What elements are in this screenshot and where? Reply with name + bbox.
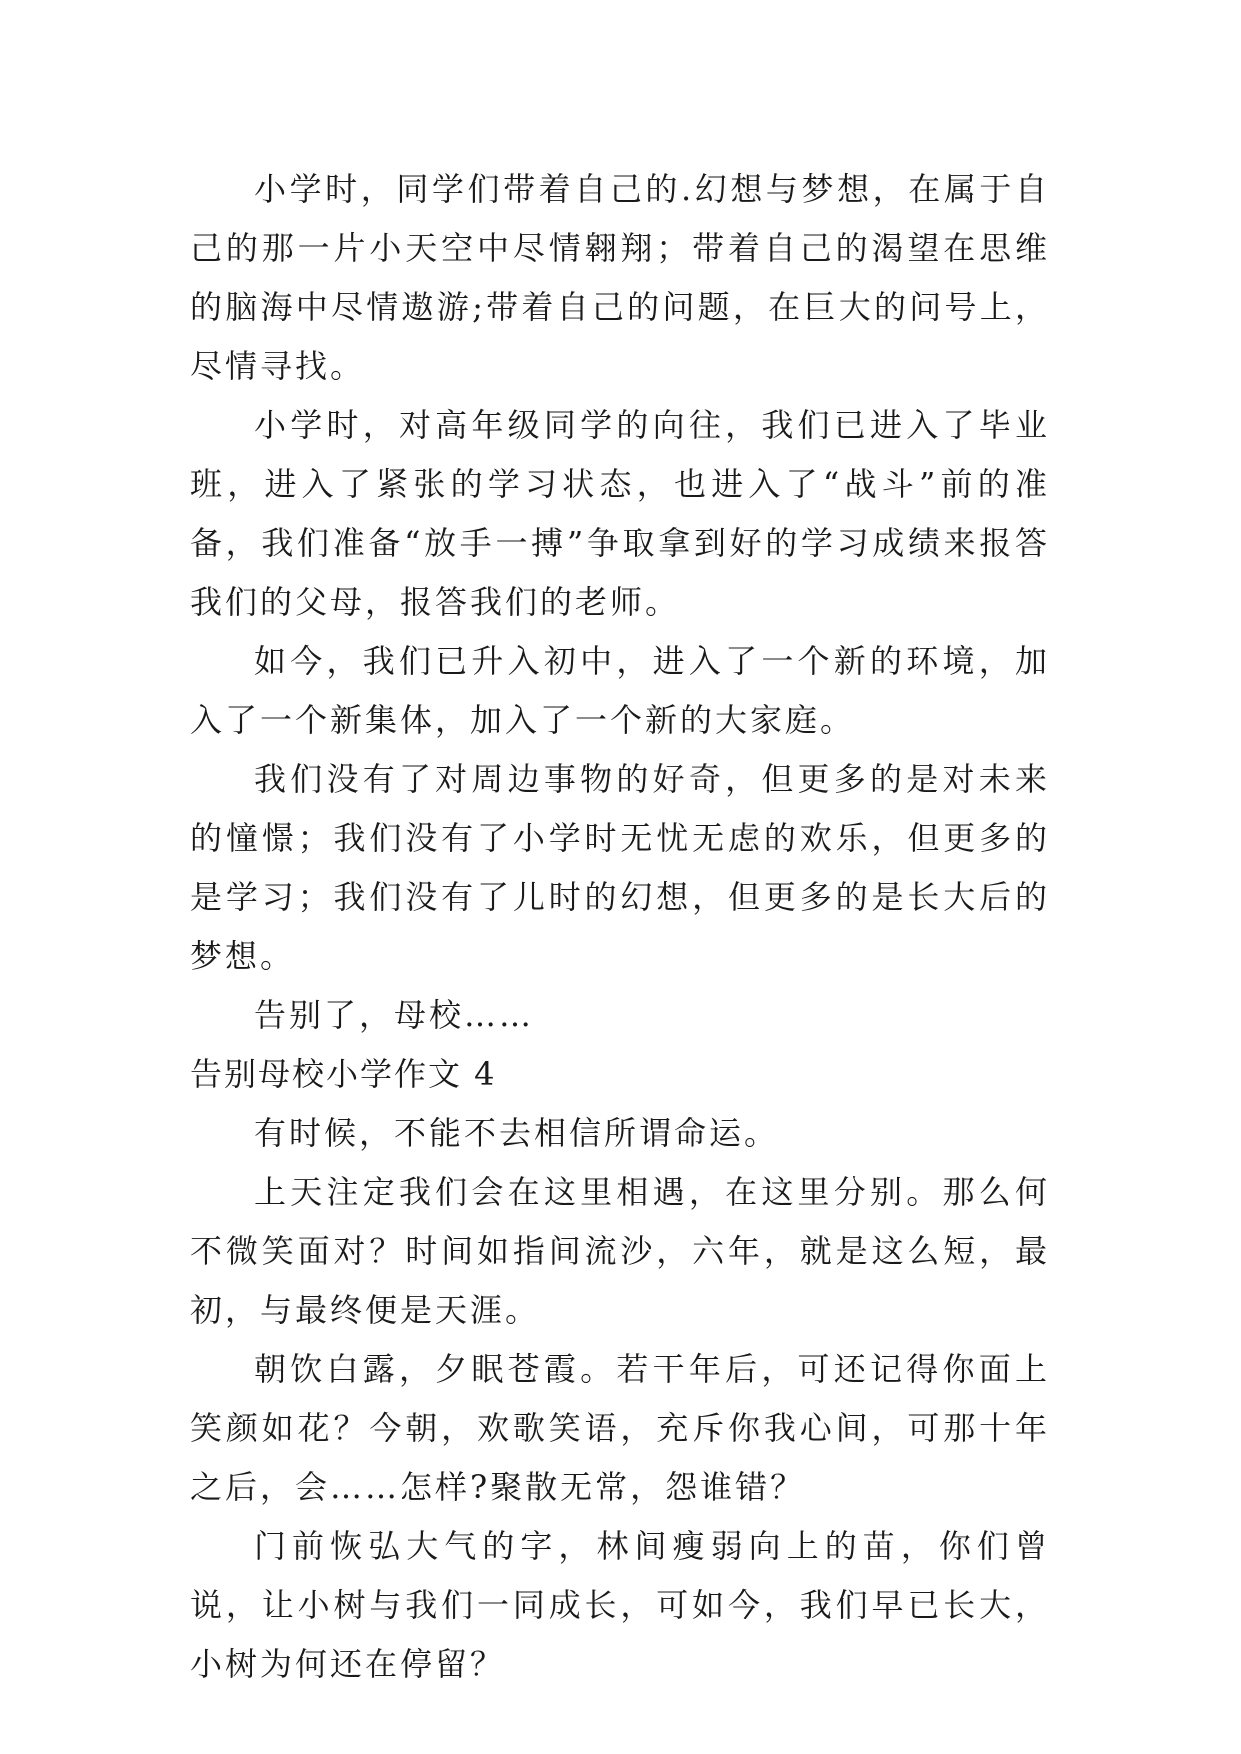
paragraph: 如今，我们已升入初中，进入了一个新的环境，加入了一个新集体，加入了一个新的大家庭。 (190, 642, 1050, 739)
section-heading: 告别母校小学作文 4 (190, 1055, 497, 1093)
paragraph: 小学时，同学们带着自己的.幻想与梦想，在属于自己的那一片小天空中尽情翱翔；带着自己的渴望在思维的脑海中尽情遨游;带着自己的问题，在巨大的问号上，尽情寻找。 (190, 170, 1050, 385)
paragraph: 有时候，不能不去相信所谓命运。 (254, 1114, 780, 1152)
document-body (190, 160, 1050, 1694)
paragraph: 门前恢弘大气的字，林间瘦弱向上的苗，你们曾说，让小树与我们一同成长，可如今，我们早已长大，小树为何还在停留？ (190, 1527, 1050, 1683)
paragraph: 小学时，对高年级同学的向往，我们已进入了毕业班，进入了紧张的学习状态，也进入了“战斗”前的准备，我们准备“放手一搏”争取拿到好的学习成绩来报答我们的父母，报答我们的老师。 (190, 406, 1050, 621)
paragraph: 我们没有了对周边事物的好奇，但更多的是对未来的憧憬；我们没有了小学时无忧无虑的欢乐，但更多的是学习；我们没有了儿时的幻想，但更多的是长大后的梦想。 (190, 760, 1050, 975)
paragraph: 朝饮白露，夕眠苍霞。若干年后，可还记得你面上笑颜如花？今朝，欢歌笑语，充斥你我心间，可那十年之后，会……怎样?聚散无常，怨谁错？ (190, 1350, 1050, 1506)
paragraph: 上天注定我们会在这里相遇，在这里分别。那么何不微笑面对？时间如指间流沙，六年，就是这么短，最初，与最终便是天涯。 (190, 1173, 1050, 1329)
paragraph: 告别了，母校…… (254, 996, 535, 1034)
